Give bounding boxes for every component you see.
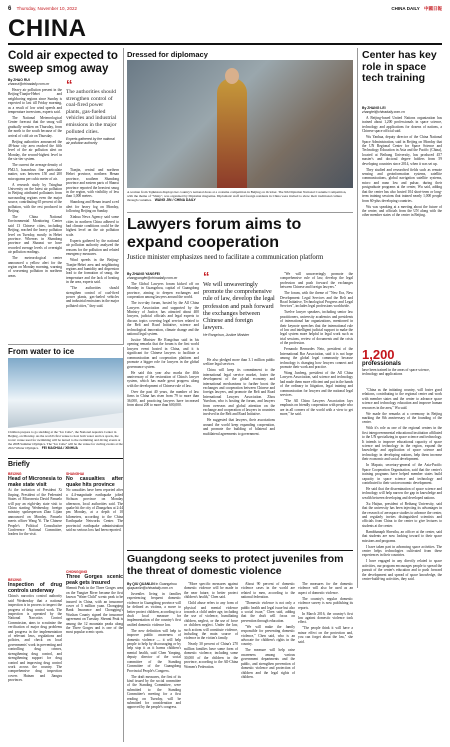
brief-item	[66, 570, 123, 742]
bottom-story-headline: Guangdong seeks to protect juveniles from the threat of domestic violence	[127, 553, 344, 577]
paragraph: Justice Minister He Rongchun said in his opening remarks that the forum is the first world lawyers event hosted in China, and it is significant for Chinese lawyers to facilitate a communication and cooperation platform and promote a bigger role for lawyers in the global governance system.	[127, 338, 199, 369]
main-story-body-3	[280, 272, 353, 546]
bottom-story-body-2	[184, 582, 238, 742]
photo-top-caption: A woman from Tajikistan displays her country's national dress at a costume competition in Beijing on October. The 9th Diplomat National Costume Competition, with the theme of "Shiny", was organized by Diplomat magazine. Diplomatic staff and foreign residents in China were invited to show their traditional culture through costumes. WANG JIN / CHINA DAILY	[127, 190, 347, 203]
paragraph: The China National Environmental Monitoring Center said 13 Chinese cities, including Beijing, reached the heavy pollution level on Tuesday, mostly in Hebei province. Whereas in Shandong province and Shaanxi we have recorded average levels of overnight air pollution readings.	[8, 214, 62, 255]
main-story-body-1	[127, 272, 199, 546]
stat-number: 1,200	[362, 347, 395, 362]
paragraph: "China as the initiating country, will foster good relations, contributing to the regional center and work with member states and the center to advance space science and technology education and improve human resources in the area," Wu said.	[362, 388, 442, 410]
paragraph: I have taken part in advancing space activities. The center helps technologies cultivated from these experiences in their countries.	[362, 544, 442, 558]
paragraph: The country's regular domestic violence survey is now publishing its reports.	[298, 596, 353, 610]
paragraph: Rambhanaph Shrestha, an officer at the center, said that students are now looking toward to their space missions and programs.	[362, 529, 442, 543]
paragraph: "More specific measures against domestic violence will be made in the near future, to better protect children's health," Chen said.	[184, 582, 238, 600]
pull-quote-text: The authorities should strengthen control of coal-fired power plants, gas-fueled vehicles and industrial emissions in the major polluted cities.	[66, 89, 117, 135]
paragraph: The draft measures, the first of its kind issued by the social committee of the Standing Committee, were submitted to the Standing Committee's meeting for a first reading on Tuesday, will be submitted for consideration and approved by the people's congress.	[127, 674, 181, 710]
main-story-pull-quote	[203, 269, 275, 338]
bottom-story-body-1	[127, 582, 181, 742]
lead-story-body-2	[66, 168, 119, 342]
paragraph: I have engaged in any directly related to space activities, our program encourages people to spread the pursuit of the center's education and to push forward the development and spread of space knowledge, the center-build-ing activities, they said.	[362, 559, 442, 581]
paragraph: Twelve lawyer speakers, including senior law practitioners, university academics and presidents of international bar organizations, mentioned in their keynote speeches that the international rule of law and intelligent judicial support to make the legal system more helpful in legal work such as trial sessions, review of documents and the crisis of the profession.	[280, 310, 353, 346]
paragraph: The measure will help raise awareness among various government departments and the public, and strengthen prevention of domestic violence and protection of children and the legal rights of children.	[241, 648, 295, 679]
stat-label: professionals	[362, 361, 402, 367]
lead-story-headline: Cold air expected to sweep smog away	[8, 50, 118, 75]
paragraph: "We will make the family responsible for preventing domestic violence," Chen said, who is an advocate for children's rights in the country.	[241, 624, 295, 647]
paragraph: Wu was speaking at a meeting about the future of the center, and officials from the UN along with the other member states of the center in Beijing.	[362, 204, 442, 218]
paragraph: Wu Yanhua, deputy director of the China National Space Administration, said in Beijing on Monday that the UN Regional Center for Space Science and Technology Education in Asia and the Pacific (China), located at Beihang University, has produced 457 master's and doctoral degree holders from 59 developing countries since 2014, when it was set up.	[362, 135, 442, 166]
brief-headline: Three Gorges scenic peak gets insured	[66, 574, 123, 587]
paragraph: Beijing authorities announced the 48-hour city area reached the fifth level of the air pollution alert on Monday, the second-highest level in the six-tier system.	[8, 139, 62, 162]
paragraph: Fernando Bernardes Neto, president of the International Bar Association, said it is not hope among the global legal community because technology is changing how lawyers connect and promote their work and practice.	[280, 347, 353, 369]
paragraph: The forum, with the theme of "New Era, New Development: Legal Services and the Belt and Road Initiative, Technological Progress and Legal Services", includes legal professions worldwide.	[280, 291, 353, 309]
photo-credit: WANG JIN / CHINA DAILY	[154, 198, 196, 203]
photo-credit: FEI MAOHUA / XINHUA	[41, 446, 78, 450]
paragraph: The National Meteorological Center forecast that the smog will gradually weaken on Thursday, from the north to the south because of the arrival of cold air on Thursday.	[8, 116, 62, 138]
section-title: CHINA	[8, 15, 87, 42]
paragraph: The Global Lawyers forum kicked off on Monday in Guangzhou, capital of Guangdong province, aiming to deepen exchanges and cooperation among lawyers around the world.	[127, 282, 199, 300]
photo-costume-competition	[127, 60, 353, 188]
masthead-rule	[8, 43, 442, 45]
paragraph: The measures for the domestic violence will also be used as an aspect of domestic violence.	[298, 582, 353, 595]
paragraph: "The people think it will have a minor effect on the protection and, you can forget about the law," she said.	[298, 626, 353, 644]
paragraph: About 90 percent of domestic violence cases in the world are related to men, according to the national federation.	[241, 582, 295, 600]
main-story-headline: Lawyers forum aims to expand cooperation	[127, 216, 302, 251]
paragraph: Over the past 40 years, the number of law firms in China has risen from 79 to more than 36,000, and practicing lawyers have increased from about 200 to more than 600,000.	[127, 389, 199, 407]
right-story-body-2	[362, 388, 442, 742]
pull-quote-text: We will unwaveringly promote the comprehensive rule of law, develop the legal profession and push forward the exchanges between Chinese and foreign lawyers.	[203, 281, 275, 332]
photo-sled-slope	[8, 406, 123, 428]
briefly-label: Briefly	[8, 461, 30, 468]
photo-ice-cube	[8, 358, 123, 428]
brief-body: No casualties have been reported after a 4.4-magnitude earthquake jolted Sichuan province on Monday afternoon, local authorities said. The quake hit the city of Zhangzhou at 2:44 pm Monday, at a depth of 10 kilometers, according to the China Earthquake Networks Center. The provincial earthquake administration said no serious loss had been reported.	[66, 488, 123, 533]
column-divider	[123, 347, 124, 742]
stat-callout	[362, 348, 442, 377]
paragraph: Xu Haijun, president of Beihang University, said that the university has been injecting its advantages in the research of aerospace studies to advance the center, and regularly invites distinguished scientists and officials from China to the center to give lectures to students at the center.	[362, 501, 442, 528]
column-divider	[357, 48, 358, 588]
pull-quote-attribution: He Rongchun, Justice Minister	[203, 333, 249, 338]
paragraph: Xinhua News Agency said some cities in northern China adhered to bad climate conditions could be the highest level on the air pollution scale.	[66, 215, 119, 237]
paragraph: He said that the dissemination of space science and technology will help narrow the gap in knowledge and wealth between developing and developed nations.	[362, 486, 442, 500]
main-story-body-2	[203, 358, 275, 546]
bottom-story-body-3	[241, 582, 295, 742]
right-story-byline: By ZHANG LEI zhanglei@chinadaily.com.cn	[362, 106, 442, 114]
paragraph: Shandong and Henan issued a red alert for heavy fog on Monday, following Beijing on Sunday.	[66, 200, 119, 214]
lead-story-pull-quote	[66, 77, 119, 146]
column-divider	[123, 48, 124, 345]
section-rule	[8, 458, 123, 459]
byline-email: qiuquanlin@chinadaily.com.cn	[127, 586, 173, 590]
paragraph: The current the average density of PM2.5, hazardous fine particulate matter, was between 150 and 200 micrograms per cubic meter of air.	[8, 163, 62, 181]
paragraph: "Domestic violence is not only a public health and legal issue but also a social issue," Chen said, adding that the draft will focus on prevention through education.	[241, 601, 295, 623]
brief-region: SHANGHAI	[66, 472, 85, 476]
brief-item	[66, 472, 123, 566]
paragraph: Tianjin, central and northern Hebei province, northern Henan province, southern Shandong province and eastern parts of Shanxi province reported the heaviest smog in the region, with visibility of less than 1,000 meters.	[66, 168, 119, 199]
section-rule	[127, 212, 353, 213]
byline-email: zhaorui@chinadaily.com.cn	[8, 82, 50, 86]
paragraph: He suggested that lawyers, their associations around the world keep expanding cooperation, and promote the building of bilateral and multilateral agreements to government.	[203, 418, 275, 436]
paragraph: Heavy air pollution present in the Beijing-Tianjin-Hebei and neighboring regions since Sunday is expected to last till Friday morning, as a result of low wind speeds and temperature inversions, experts said.	[8, 88, 62, 115]
quote-mark-icon: “	[203, 269, 210, 284]
paragraph: A research study by Tsinghua University on the latest air pollution in Beijing attributed pollutants from surrounding regions even the major source, contributing 65 percent of the pollution, with the rest produced in Beijing.	[8, 182, 62, 213]
brief-body: Shennü Peak in the Three Gorges area on the Yangtze River became the first known "Water Child" scenic peak to be insured in China, with an insurance cover of 5 million yuan. Chongqing Bank Insurance and Chongqing's Wushan County signed the insurance agreement on Tuesday. Shennü Peak is among the 12 mountain peaks along the Three Gorges and is one of the most popular scenic spots.	[66, 586, 123, 635]
brief-item	[8, 472, 62, 537]
paragraph: We made the remarks at a ceremony in Beijing marking the 8th anniversary of the founding of the center.	[362, 411, 442, 425]
paragraph: China will keep its commitment to the international legal service market, foster the development of the global economy and international mechanisms to further boost the exchanges and cooperation between Chinese and foreign lawyers, and promote the Belt and Road International Lawyers Association. Zhou Yuechun, who is hosting the forum, and lawyers from overseas and global attention on the exchange and cooperation of lawyers in countries involved in the Belt and Road Initiative.	[203, 368, 275, 417]
byline-email: zhanglei@chinadaily.com.cn	[362, 110, 405, 114]
brief-body: China's narcotics control authority said Wednesday that a national inspection is in process to inspect the progress of drug control work. The inspection is operated by the National Narcotics Control Commission, aims to scrutinize the verification of major drug problems and progress in the implementation of relevant laws, regulations and policies, and check on local governments' work in preventing and controlling drug crimes, strengthening drug control, and strengthening support for drug control and improving drug control work across the country. The comprehensive drug inspection covers Hainan and Jiangsu provinces.	[8, 594, 62, 683]
paragraph: "We will unwaveringly promote the comprehensive rule of law, develop the legal profession and push forward the exchanges between Chinese and foreign lawyers."	[280, 272, 353, 290]
brief-headline: No casualties after quake hits province	[66, 476, 123, 489]
paragraph: Juveniles living in families experiencing frequent domestic violence in Guangdong province will be defined as victims, a move to better protect children, according to a draft local measure for implementation of the country's first unified domestic violence law.	[127, 592, 181, 627]
right-story-body	[362, 106, 442, 344]
brief-headline: Head of Micronesia to make state visit	[8, 476, 62, 489]
paragraph: Experts gathered by the national air pollution authority analyzed the reasons for the pollution and related emergency measures.	[66, 238, 119, 257]
paragraph: The two-day forum, hosted by the All China Lawyers Association and supported by the Ministry of Justice, has attracted about 400 lawyers, judicial officials and legal experts to discuss topics covering legal services related to the Belt and Road Initiative, science and technological innovation, climate change and the national legal system.	[127, 301, 199, 337]
section-rule	[8, 344, 123, 345]
lead-story-byline: By ZHAO RUI zhaorui@chinadaily.com.cn	[8, 78, 62, 86]
photo-figure-head	[225, 68, 239, 84]
photo-top-headline: Dressed for diplomacy	[127, 50, 208, 59]
paragraph: Nearly 30 percent of China's 270 million families have some form of domestic violence, including some 30,000 of the children in the province, according to the All-China Women's Federation.	[184, 642, 238, 669]
paragraph: In Maputo, secretary-general of the Asia-Pacific Space Cooperation Organization, said that the center's training programs have helped member states build capacity in space science and technology and contributed to their socioeconomic development.	[362, 463, 442, 485]
pull-quote-attribution: Experts gathered by the national air pollution authority	[66, 137, 115, 146]
brief-region: CHONGQING	[66, 570, 88, 574]
photo-figure-woman	[217, 78, 247, 188]
paragraph: In March 2016, the country's first law against domestic violence took effect.	[298, 611, 353, 625]
paragraph: "The All China Lawyers Association lays emphasis on friendly cooperation with people who are in all corners of the world with a view to get more," he said.	[280, 398, 353, 417]
bottom-story-byline: By QIU QUANLIN in Guangzhou qiuquanlin@chinadaily.com.cn	[127, 582, 181, 590]
brief-headline: Inspection of drug controls underway	[8, 582, 62, 595]
brief-region: BEIJING	[8, 472, 22, 476]
bottom-story-body-4	[298, 582, 353, 742]
paragraph: Wang Junfeng, president of the All China Lawyers Association, said science and technology had made them more efficient and put in the hands of the ordinary in litigation, legal training and communication for lawyers and the national legal services.	[280, 370, 353, 397]
paragraph: Child abuse refers to any form of physical and mental violence towards a child under age, including the use of violence, humiliating children, neglect, or the use of force or children neglect. Under the law, such actions will constitute violence, including the main source of violence in the victim's family.	[184, 601, 238, 641]
page-number: 6	[8, 6, 12, 12]
paragraph: With it's role as one of the regional centers in the first intergovernmental educational institution affiliated to the UN specializing in space science and technology. It intends to improve educational capacity of space science and technology in the region, expand the knowledge and application of space science and technology in developing nations, help them increase their economic and social development.	[362, 426, 442, 462]
paragraph: Wind speeds in the Beijing-Tianjin-Hebei area and neighboring regions and humidity and dispersion lead to the formation of smog, the temperature and the lack of heating in the area, experts said.	[66, 258, 119, 285]
paragraph: They studied and researched fields such as remote sensing and geoinformation systems, satellite communications, global navigation satellite systems, micro and nano low and pulsar, during their postgraduate programs at the center, Wu said, adding that the center has also hosted 104 short-term or long-term training sessions that trained nearly 1,000 people from 60-plus developing countries.	[362, 167, 442, 203]
section-rule	[127, 550, 353, 551]
lead-story-body-1	[8, 78, 62, 342]
photo-left-caption: Children prepare to go sledding at the "Ice Cube", the National Aquatics Center in Beijing, on Monday. As the world's first venue to host both water and ice sports, the iconic venue used for swimming will be turned to the swimming and diving events at the 2008 Summer Olympics. The "Ice Cube" will be the venue for curling events at the 2022 Winter Olympics. FEI MAOHUA / XINHUA	[8, 430, 123, 450]
paragraph: He also pledged more than 3.1 million public welfare legal services.	[203, 358, 275, 367]
right-story-headline: Center has key role in space tech training	[362, 49, 437, 84]
paragraph: The meteorological center announced a yellow alert for the region on Monday morning, warning of worsening pollution in northern areas.	[8, 256, 62, 278]
brief-body: At the invitation of President Xi Jinping, President of the Federated States of Micronesia David Panuelo will pay an eight-day state visit to China starting Wednesday, foreign ministry spokesperson Zhao Lijian announced on Monday. Panuelo meets officer Wang Yi. The Chinese People's Political Consultative Conference National Committee, leaders for the visit.	[8, 488, 62, 537]
photo-left-headline: From water to ice	[8, 347, 75, 356]
paragraph: He said this year also marks the 40th anniversary of the restoration of China's lawyer system, which has made great progress along with the development of Chinese rule of law.	[127, 370, 199, 388]
stat-description: have been trained in the areas of space science, technology and applications	[362, 368, 430, 377]
brief-item	[8, 578, 62, 742]
quote-mark-icon: “	[66, 77, 73, 92]
main-story-subhead: Justice minister emphasizes need to facilitate a communication platform	[127, 254, 324, 261]
paragraph: A Beijing-based United Nations organization has trained about 1,200 professionals in space science, technology and applications for dozens of nations, a Chinese space official said.	[362, 116, 442, 134]
dateline: Thursday, November 10, 2022	[16, 6, 78, 11]
publication-name: CHINA DAILY 中國日報	[391, 6, 442, 11]
paragraph: The new definition will help to improve public awareness of domestic violence — it will help people to help by discouraging or by help stop it as it harms children's mental health, said Chen Yanping, deputy director of the social committee of the Standing Committee of the Guangdong Provincial People's Congress.	[127, 628, 181, 673]
paragraph: "The authorities should strengthen control of coal-fired power plants, gas-fueled vehicles and industrial emissions in the major polluted cities," they said.	[66, 286, 120, 308]
brief-region: BEIJING	[8, 578, 22, 582]
main-story-byline: By ZHANG YANGFEI zhangyangfei@chinadaily.com.cn	[127, 272, 199, 280]
byline-email: zhangyangfei@chinadaily.com.cn	[127, 276, 178, 280]
